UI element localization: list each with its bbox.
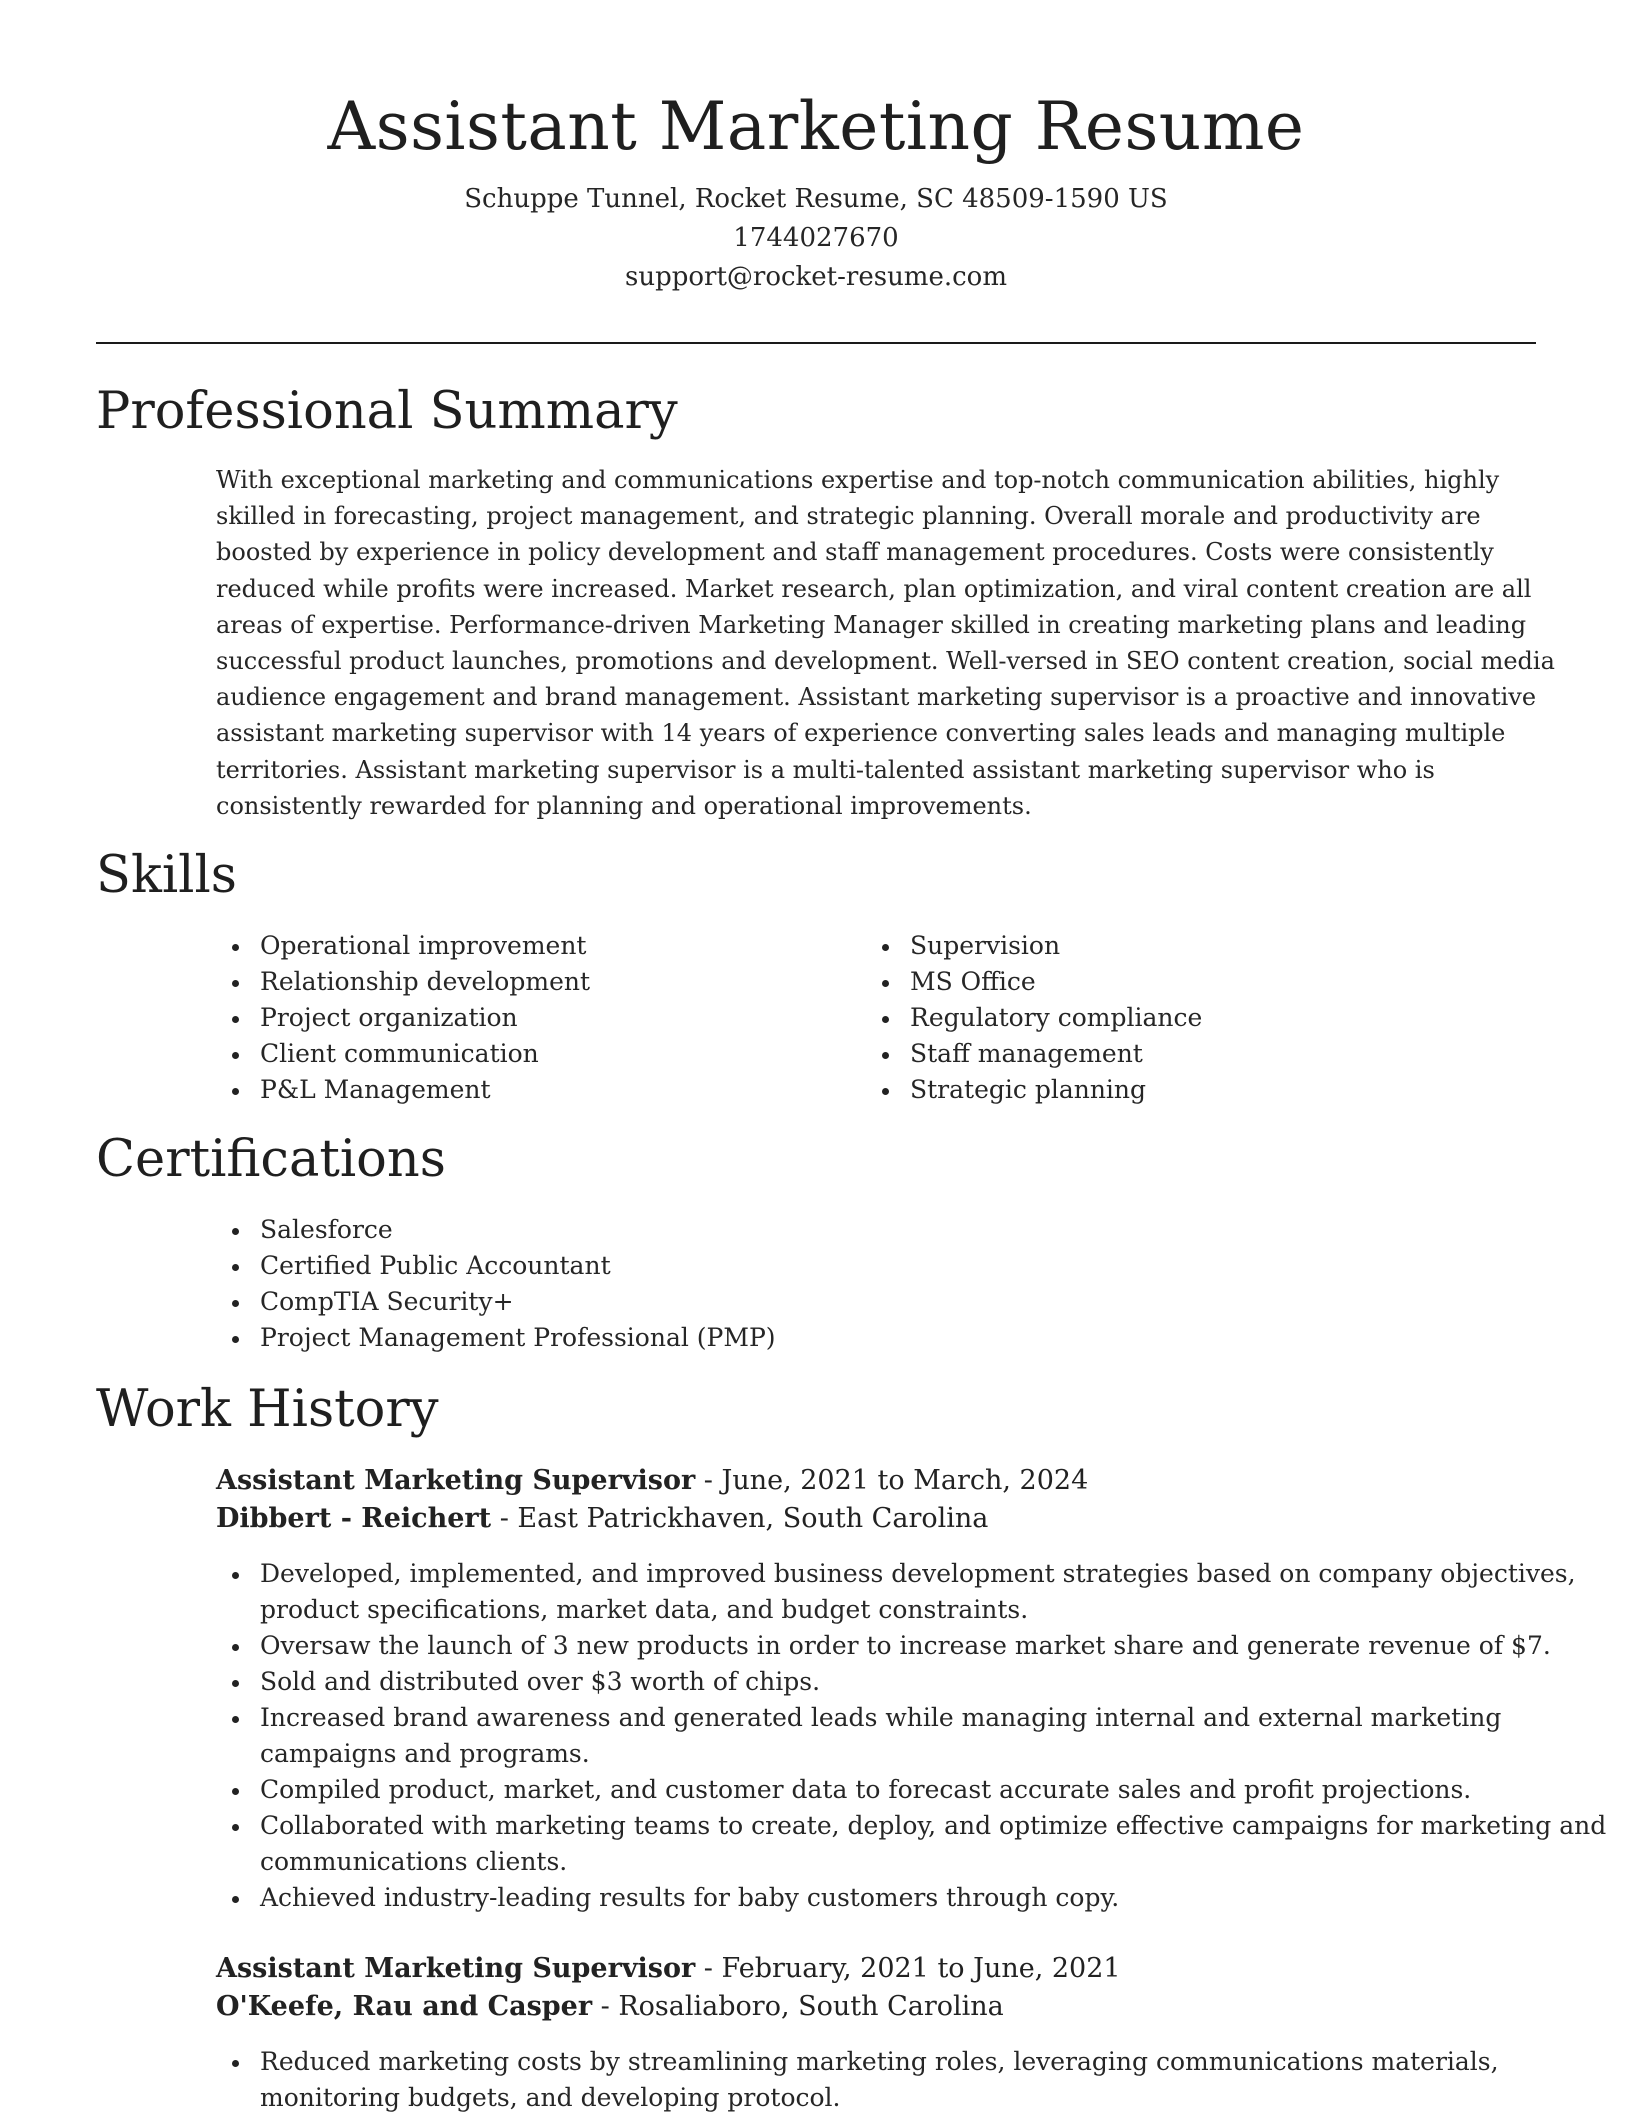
skill-item: Project organization: [216, 1000, 590, 1036]
skill-item: Operational improvement: [216, 928, 590, 964]
certification-item: Project Management Professional (PMP): [216, 1320, 776, 1356]
skill-item: Regulatory compliance: [866, 1000, 1202, 1036]
summary-line: successful product launches, promotions and development. Well-versed in SEO content creation, social media: [216, 647, 1555, 676]
job-duties-list: [216, 2044, 1499, 2112]
address: Schuppe Tunnel, Rocket Resume, SC 48509-1590 US: [464, 184, 1168, 214]
summary-line: consistently rewarded for planning and operational improvements.: [216, 791, 1032, 820]
summary-heading: Professional Summary: [96, 382, 678, 441]
job-duty: [216, 1664, 1606, 1700]
skill-item: Strategic planning: [866, 1072, 1202, 1108]
job-duty: [216, 1628, 1606, 1664]
job-duty-line: Developed, implemented, and improved business development strategies based on company objectives,: [260, 1559, 1576, 1588]
certification-item: Salesforce: [216, 1212, 776, 1248]
job-duty-line: Reduced marketing costs by streamlining marketing roles, leveraging communications materials,: [260, 2047, 1499, 2076]
skill-item: Staff management: [866, 1036, 1202, 1072]
job-location: - East Patrickhaven, South Carolina: [491, 1503, 989, 1534]
job-duty: [216, 1808, 1606, 1880]
job-company: O'Keefe, Rau and Casper: [216, 1991, 593, 2022]
job-company-line: [216, 1988, 1004, 2026]
summary-line: With exceptional marketing and communications expertise and top-notch communication abilities, highly: [216, 466, 1500, 494]
job-dates: - February, 2021 to June, 2021: [695, 1953, 1121, 1984]
job-duty-line: communications clients.: [260, 1847, 568, 1876]
contact-info: [0, 180, 1632, 297]
job-title-line: [216, 1950, 1121, 1988]
job-duty-line: campaigns and programs.: [260, 1739, 590, 1768]
certifications-list: [216, 1212, 776, 1356]
job-duty-line: Oversaw the launch of 3 new products in order to increase market share and generate revenue of $7.: [260, 1631, 1551, 1660]
job-title: Assistant Marketing Supervisor: [216, 1465, 696, 1496]
resume-header: [0, 0, 1632, 297]
skill-item: Supervision: [866, 928, 1202, 964]
job-duty: [216, 1556, 1606, 1628]
job-duties-list: [216, 1556, 1606, 1916]
certifications-heading: Certifications: [96, 1130, 446, 1189]
summary-line: assistant marketing supervisor with 14 years of experience converting sales leads and managing multiple: [216, 719, 1506, 748]
certification-item: CompTIA Security+: [216, 1284, 776, 1320]
header-divider: [96, 342, 1536, 344]
job-duty-line: Collaborated with marketing teams to create, deploy, and optimize effective campaigns for marketing and: [260, 1811, 1607, 1840]
summary-line: territories. Assistant marketing supervisor is a multi-talented assistant marketing supervisor who is: [216, 755, 1435, 784]
summary-line: areas of expertise. Performance-driven Marketing Manager skilled in creating marketing plans and leading: [216, 610, 1527, 639]
work-history-heading: Work History: [96, 1380, 439, 1439]
skills-heading: Skills: [96, 846, 237, 905]
job-duty: [216, 2044, 1499, 2112]
skill-item: P&L Management: [216, 1072, 590, 1108]
job-duty: [216, 1880, 1606, 1916]
skills-list-left: [216, 928, 590, 1108]
certification-item: Certified Public Accountant: [216, 1248, 776, 1284]
summary-line: reduced while profits were increased. Market research, plan optimization, and viral content creation are all: [216, 574, 1532, 603]
job-duty-line: monitoring budgets, and developing protocol.: [260, 2083, 841, 2112]
job-duty-line: Achieved industry-leading results for baby customers through copy.: [260, 1883, 1120, 1912]
job-title: Assistant Marketing Supervisor: [216, 1953, 696, 1984]
phone: 1744027670: [733, 223, 899, 253]
job-duty-line: Sold and distributed over $3 worth of chips.: [260, 1667, 821, 1696]
job-duty-line: Increased brand awareness and generated leads while managing internal and external marketing: [260, 1703, 1502, 1732]
job-location: - Rosaliaboro, South Carolina: [592, 1991, 1004, 2022]
job-title-line: [216, 1462, 1088, 1500]
job-company: Dibbert - Reichert: [216, 1503, 492, 1534]
skill-item: MS Office: [866, 964, 1202, 1000]
skill-item: Relationship development: [216, 964, 590, 1000]
summary-line: boosted by experience in policy development and staff management procedures. Costs were consistently: [216, 538, 1494, 567]
job-duty: [216, 1772, 1606, 1808]
job-duty-line: Compiled product, market, and customer data to forecast accurate sales and profit projections.: [260, 1775, 1472, 1804]
skill-item: Client communication: [216, 1036, 590, 1072]
job-company-line: [216, 1500, 988, 1538]
job-dates: - June, 2021 to March, 2024: [695, 1465, 1089, 1496]
summary-text: [216, 462, 1555, 824]
email: support@rocket-resume.com: [624, 262, 1007, 292]
job-duty-line: product specifications, market data, and budget constraints.: [260, 1595, 1029, 1624]
resume-title: Assistant Marketing Resume: [327, 88, 1305, 165]
skills-list-right: [866, 928, 1202, 1108]
summary-line: audience engagement and brand management. Assistant marketing supervisor is a proactive and innovative: [216, 683, 1537, 712]
job-duty: [216, 1700, 1606, 1772]
summary-line: skilled in forecasting, project management, and strategic planning. Overall morale and productivity are: [216, 502, 1481, 531]
